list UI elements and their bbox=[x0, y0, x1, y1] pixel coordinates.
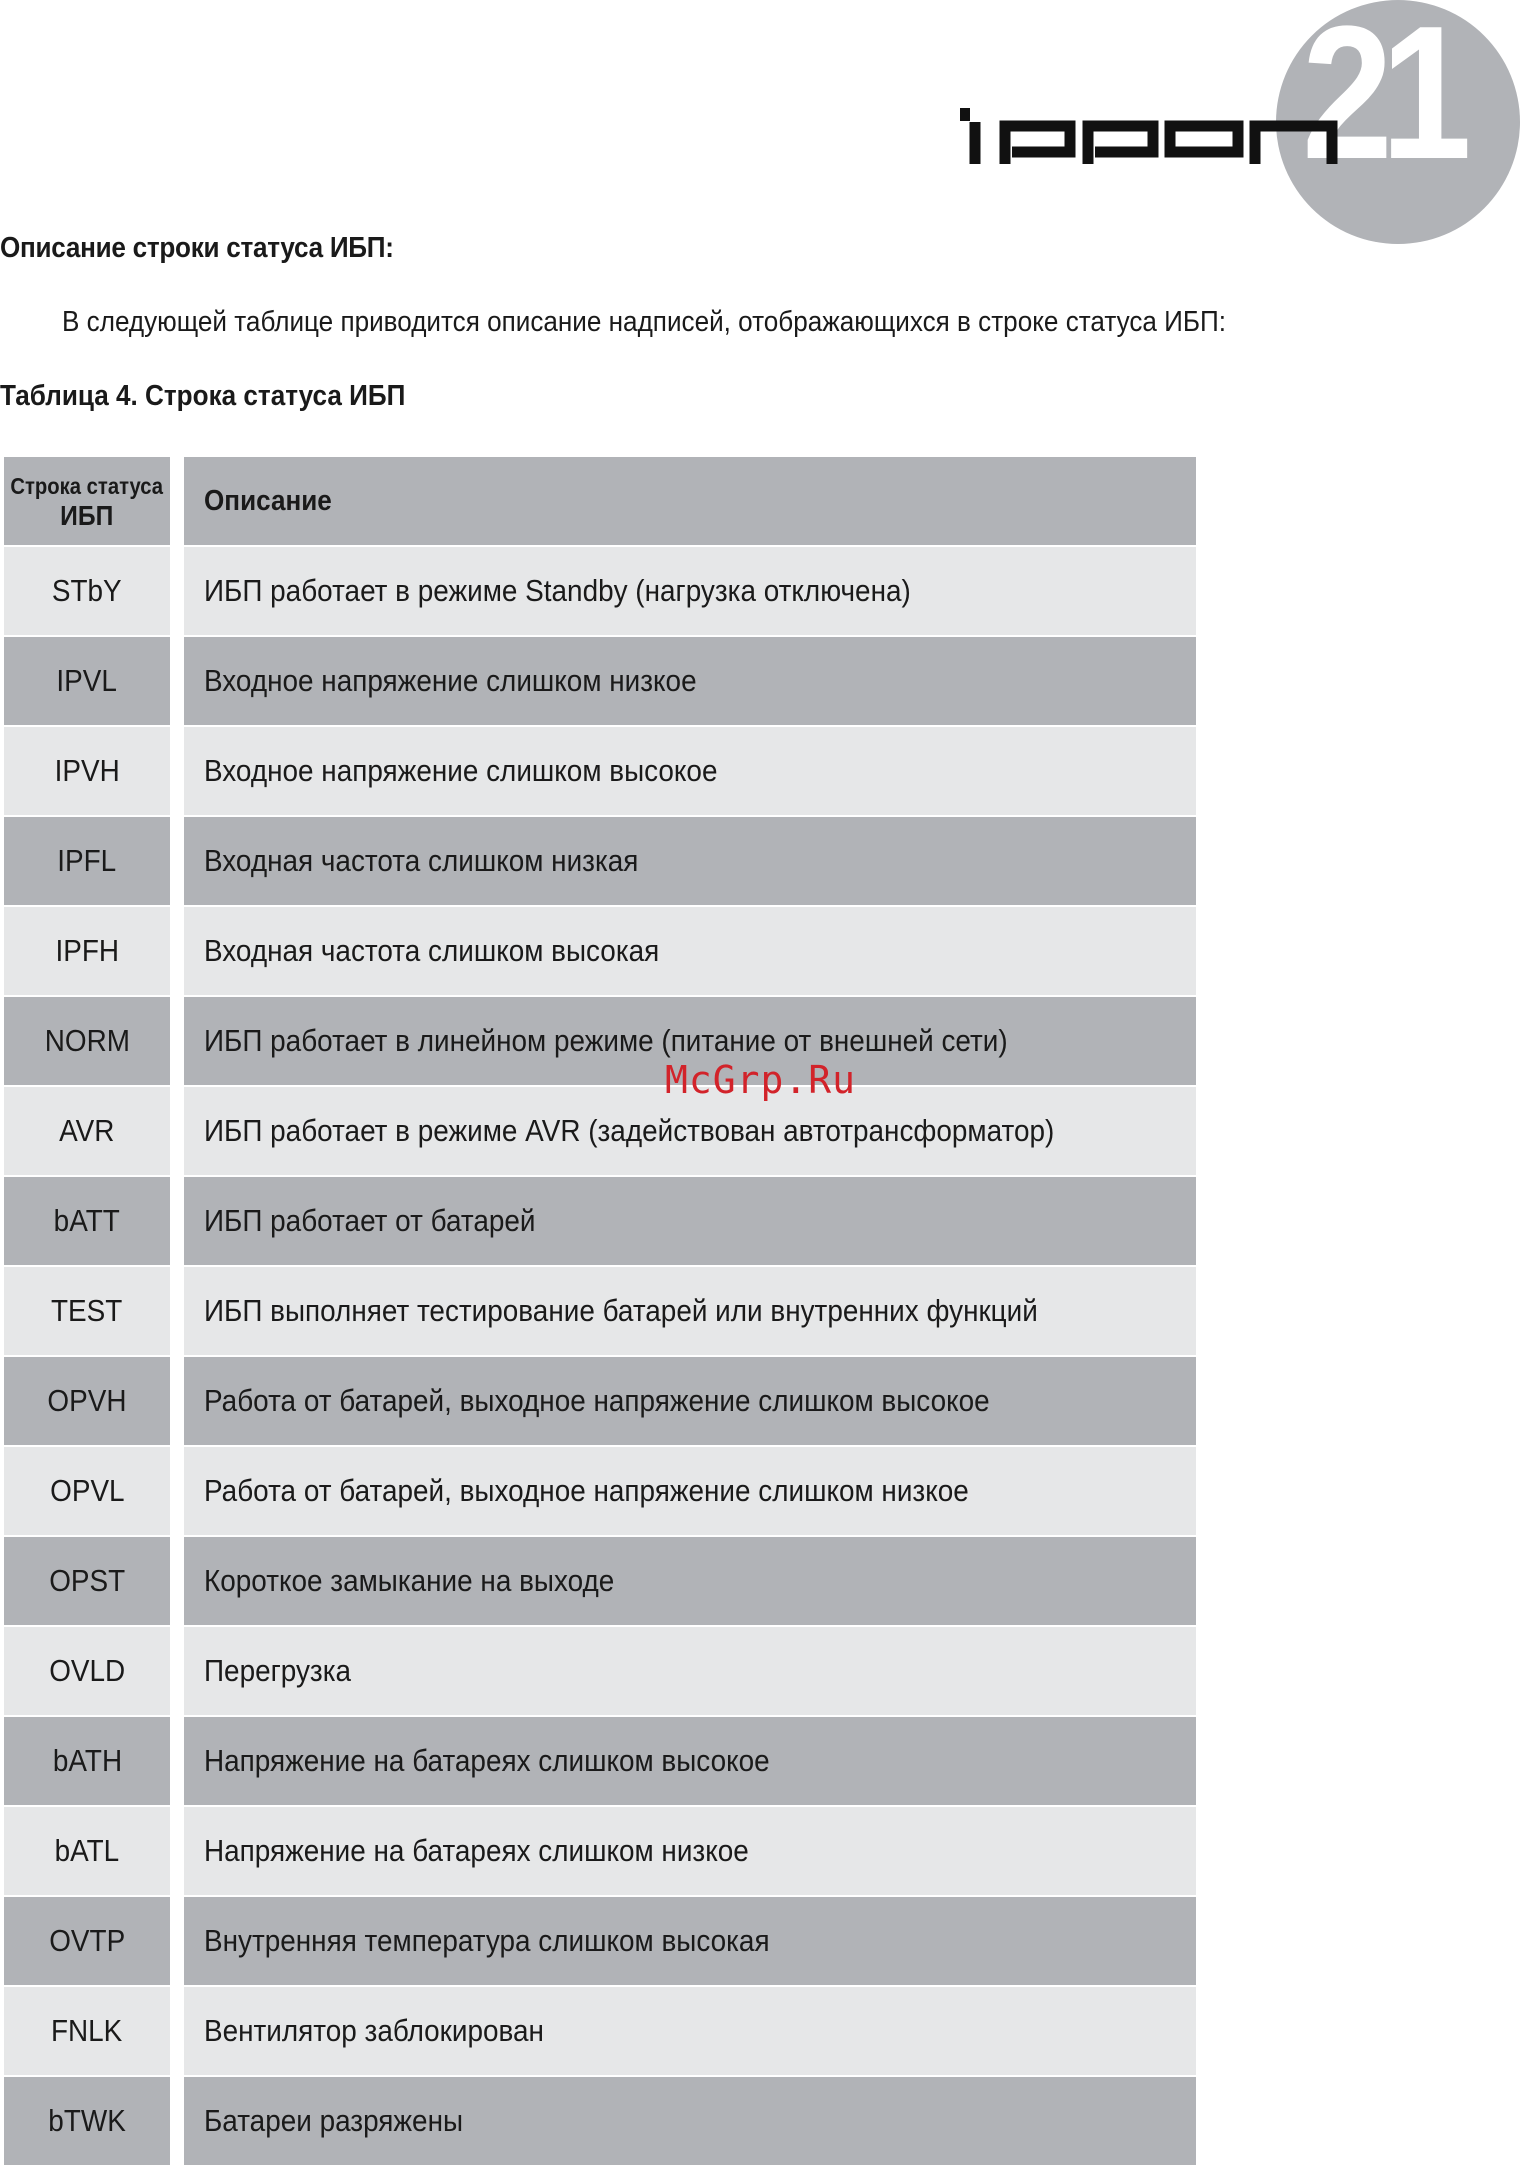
table-row bbox=[4, 1717, 1196, 1805]
status-description: Напряжение на батареях слишком низкое bbox=[204, 1833, 749, 1868]
status-code-cell bbox=[4, 1807, 170, 1895]
status-code: IPVL bbox=[56, 663, 118, 698]
status-description: Напряжение на батареях слишком высокое bbox=[204, 1743, 770, 1778]
status-description-cell bbox=[184, 1897, 1196, 1985]
status-description: ИБП работает в режиме Standby (нагрузка отключена) bbox=[204, 573, 911, 608]
status-description-cell bbox=[184, 547, 1196, 635]
header-status-line1: Строка статуса bbox=[10, 473, 164, 499]
status-description: Работа от батарей, выходное напряжение слишком высокое bbox=[204, 1383, 990, 1418]
table-header-row bbox=[4, 457, 1196, 545]
table-row bbox=[4, 1177, 1196, 1265]
status-description-cell bbox=[184, 1447, 1196, 1535]
status-description-cell bbox=[184, 637, 1196, 725]
status-code: OVLD bbox=[49, 1653, 125, 1688]
status-code-cell bbox=[4, 817, 170, 905]
logo-wordmark bbox=[950, 100, 1342, 170]
logo-number: 21 bbox=[1302, 0, 1460, 199]
status-description: Батареи разряжены bbox=[204, 2103, 464, 2138]
status-code: AVR bbox=[59, 1113, 115, 1148]
status-code: TEST bbox=[51, 1293, 123, 1328]
status-code-cell bbox=[4, 1537, 170, 1625]
status-code-cell bbox=[4, 1987, 170, 2075]
status-code: bATL bbox=[54, 1833, 120, 1868]
status-code: IPFL bbox=[57, 843, 117, 878]
status-description: Работа от батарей, выходное напряжение слишком низкое bbox=[204, 1473, 969, 1508]
status-code: FNLK bbox=[51, 2013, 123, 2048]
status-code-cell bbox=[4, 547, 170, 635]
header-cell-description bbox=[184, 457, 1196, 545]
table-row bbox=[4, 1357, 1196, 1445]
table-row bbox=[4, 1267, 1196, 1355]
status-code-cell bbox=[4, 1267, 170, 1355]
table-row bbox=[4, 1987, 1196, 2075]
status-code: bATT bbox=[53, 1203, 121, 1238]
table-row bbox=[4, 2077, 1196, 2165]
status-description-cell bbox=[184, 817, 1196, 905]
table-caption: Таблица 4. Строка статуса ИБП bbox=[0, 380, 406, 412]
status-description: Входное напряжение слишком высокое bbox=[204, 753, 718, 788]
status-code: OPST bbox=[49, 1563, 125, 1598]
table-row bbox=[4, 1537, 1196, 1625]
brand-logo bbox=[950, 0, 1520, 245]
table-row bbox=[4, 727, 1196, 815]
table-row bbox=[4, 1627, 1196, 1715]
status-description: ИБП работает в режиме AVR (задействован автотрансформатор) bbox=[204, 1113, 1055, 1148]
status-code: bATH bbox=[52, 1743, 122, 1778]
status-description: Входная частота слишком низкая bbox=[204, 843, 639, 878]
table-row bbox=[4, 637, 1196, 725]
status-description: Вентилятор заблокирован bbox=[204, 2013, 544, 2048]
header-cell-status bbox=[4, 457, 170, 545]
status-description-cell bbox=[184, 2077, 1196, 2165]
status-code-cell bbox=[4, 1717, 170, 1805]
status-description: Внутренняя температура слишком высокая bbox=[204, 1923, 770, 1958]
status-code: IPFH bbox=[55, 933, 119, 968]
intro-paragraph: В следующей таблице приводится описание надписей, отображающихся в строке статуса ИБП: bbox=[62, 306, 1227, 338]
status-description: Короткое замыкание на выходе bbox=[204, 1563, 615, 1598]
status-description-cell bbox=[184, 1807, 1196, 1895]
status-code: OVTP bbox=[49, 1923, 125, 1958]
status-code: IPVH bbox=[54, 753, 120, 788]
status-description-cell bbox=[184, 1177, 1196, 1265]
status-code-cell bbox=[4, 1897, 170, 1985]
status-description-cell bbox=[184, 727, 1196, 815]
status-code-cell bbox=[4, 637, 170, 725]
status-description-cell bbox=[184, 1267, 1196, 1355]
table-row bbox=[4, 907, 1196, 995]
table-row bbox=[4, 817, 1196, 905]
status-code: OPVL bbox=[49, 1473, 125, 1508]
table-row bbox=[4, 997, 1196, 1085]
table-row bbox=[4, 1087, 1196, 1175]
table-row bbox=[4, 1447, 1196, 1535]
status-description-cell bbox=[184, 1627, 1196, 1715]
status-code: NORM bbox=[44, 1023, 130, 1058]
status-description: Входная частота слишком высокая bbox=[204, 933, 660, 968]
status-code: bTWK bbox=[48, 2103, 126, 2138]
status-description: ИБП работает в линейном режиме (питание от внешней сети) bbox=[204, 1023, 1008, 1058]
status-code-cell bbox=[4, 1087, 170, 1175]
table-row bbox=[4, 547, 1196, 635]
status-code-cell bbox=[4, 727, 170, 815]
status-code-cell bbox=[4, 1627, 170, 1715]
status-description-cell bbox=[184, 1717, 1196, 1805]
status-description-cell bbox=[184, 907, 1196, 995]
status-code: STbY bbox=[52, 573, 122, 608]
status-description: ИБП выполняет тестирование батарей или внутренних функций bbox=[204, 1293, 1038, 1328]
status-description: Входное напряжение слишком низкое bbox=[204, 663, 697, 698]
section-title: Описание строки статуса ИБП: bbox=[0, 232, 394, 264]
status-code-cell bbox=[4, 1357, 170, 1445]
status-code-cell bbox=[4, 907, 170, 995]
header-description-label: Описание bbox=[204, 484, 332, 517]
status-code-cell bbox=[4, 1447, 170, 1535]
status-description-cell bbox=[184, 1537, 1196, 1625]
watermark: McGrp.Ru bbox=[665, 1058, 857, 1102]
status-code: OPVH bbox=[47, 1383, 127, 1418]
header-status-line2: ИБП bbox=[60, 500, 114, 531]
status-description: Перегрузка bbox=[204, 1653, 352, 1688]
table-row bbox=[4, 1897, 1196, 1985]
status-code-cell bbox=[4, 2077, 170, 2165]
status-description: ИБП работает от батарей bbox=[204, 1203, 536, 1238]
status-description-cell bbox=[184, 1357, 1196, 1445]
status-code-cell bbox=[4, 1177, 170, 1265]
status-code-cell bbox=[4, 997, 170, 1085]
status-description-cell bbox=[184, 1987, 1196, 2075]
status-table bbox=[4, 457, 1196, 2167]
table-row bbox=[4, 1807, 1196, 1895]
